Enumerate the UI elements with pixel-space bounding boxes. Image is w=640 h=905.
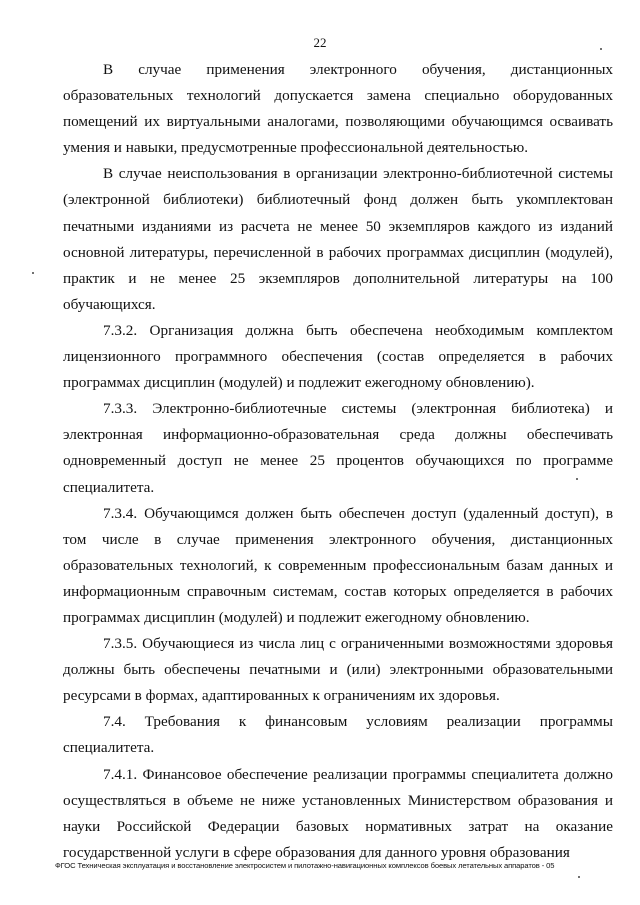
paragraph-7-4: 7.4. Требования к финансовым условиям реализации программы специалитета.	[63, 713, 613, 757]
paragraph-7-3-3: 7.3.3. Электронно-библиотечные системы (электронная библиотека) и электронная информационно-образовательная среда должны обеспечивать одновременный доступ не менее 25 процентов обучающихся по программе специалитета.	[63, 400, 613, 496]
page-body	[63, 57, 613, 866]
paragraph-7-3-5: 7.3.5. Обучающиеся из числа лиц с ограниченными возможностями здоровья должны быть обеспечены печатными и (или) электронными образовательными ресурсами в формах, адаптированных к ограничениям их здоровья.	[63, 635, 613, 705]
paragraph-library-fund: В случае неиспользования в организации электронно-библиотечной системы (электронной библиотеки) библиотечный фонд должен быть укомплектован печатными изданиями из расчета не менее 50 экземпляров каждого из изданий основной литературы, перечисленной в рабочих программах дисциплин (модулей), практик и не менее 25 экземпляров дополнительной литературы на 100 обучающихся.	[63, 165, 613, 313]
page-number: 22	[313, 35, 327, 50]
scan-speck	[600, 48, 602, 50]
paragraph-7-3-2: 7.3.2. Организация должна быть обеспечена необходимым комплектом лицензионного программного обеспечения (состав определяется в рабочих программах дисциплин (модулей) и подлежит ежегодному обновлению).	[63, 321, 613, 392]
paragraph-7-4-1: 7.4.1. Финансовое обеспечение реализации программы специалитета должно осуществляться в объеме не ниже установленных Министерством образования и науки Российской Федерации базовых нормативных затрат на оказание государственной услуги в сфере образования для данного уровня образования	[63, 765, 613, 861]
scan-speck	[576, 478, 578, 480]
scan-speck	[578, 876, 580, 878]
paragraph-electronic-learning: В случае применения электронного обучения, дистанционных образовательных технологий допускается замена специально оборудованных помещений их виртуальными аналогами, позволяющими обучающимся осваивать умения и навыки, предусмотренные профессиональной деятельностью.	[63, 61, 613, 157]
page-footer: ФГОС Техническая эксплуатация и восстановление электросистем и пилотажно-навигационных комплексов боевых летательных аппаратов - 05	[55, 861, 555, 870]
scan-speck	[32, 272, 34, 274]
paragraph-7-3-4: 7.3.4. Обучающимся должен быть обеспечен доступ (удаленный доступ), в том числе в случае применения электронного обучения, дистанционных образовательных технологий, к современным профессиональным базам данных и информационным справочным системам, состав которых определяется в рабочих программах дисциплин (модулей) и подлежит ежегодному обновлению.	[63, 504, 613, 626]
